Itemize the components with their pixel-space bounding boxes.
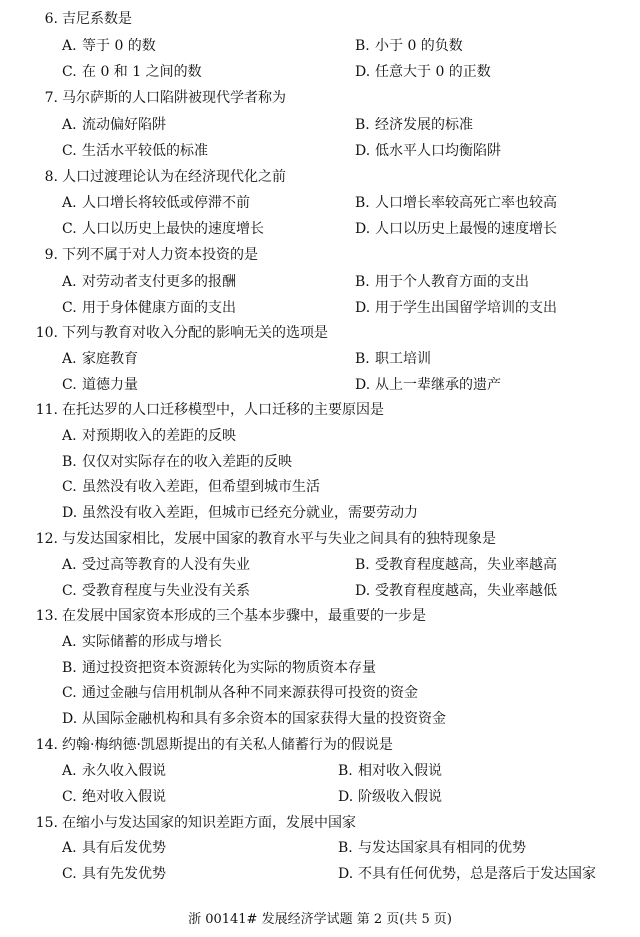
question-13-option-d [62, 712, 446, 726]
option-letter: B. [355, 351, 370, 367]
option-letter: C. [62, 377, 77, 393]
option-letter: B. [355, 38, 370, 54]
option-text: 低水平人口均衡陷阱 [375, 143, 501, 159]
question-number: 9. [44, 247, 58, 263]
option-text: 受教育程度与失业没有关系 [82, 583, 250, 599]
option-text: 相对收入假说 [358, 763, 442, 779]
option-letter: C. [62, 789, 77, 805]
question-14-option-b [338, 764, 442, 778]
option-text: 经济发展的标准 [375, 117, 473, 133]
option-letter: C. [62, 583, 77, 599]
question-14-option-a [62, 764, 166, 778]
option-text: 用于身体健康方面的支出 [82, 300, 236, 316]
question-9-option-d [355, 301, 557, 315]
question-number: 13. [35, 608, 58, 624]
question-10-option-b [355, 352, 431, 366]
option-letter: D. [355, 300, 371, 316]
question-8-option-c [62, 222, 264, 236]
option-letter: A. [62, 195, 77, 211]
question-7-option-d [355, 144, 501, 158]
question-text: 在托达罗的人口迁移模型中，人口迁移的主要原因是 [62, 402, 384, 418]
question-11-option-c [62, 480, 320, 494]
option-letter: D. [355, 221, 371, 237]
question-11-option-b [62, 455, 292, 469]
question-6-stem [30, 12, 132, 26]
question-6-option-a [62, 39, 156, 53]
option-letter: A. [62, 38, 77, 54]
question-9-option-c [62, 301, 236, 315]
question-12-option-d [355, 584, 557, 598]
question-8-stem [30, 170, 286, 184]
option-letter: A. [62, 351, 77, 367]
question-12-stem [30, 532, 496, 546]
question-number: 14. [35, 737, 58, 753]
question-text: 马尔萨斯的人口陷阱被现代学者称为 [62, 90, 286, 106]
option-text: 虽然没有收入差距，但城市已经充分就业，需要劳动力 [82, 505, 418, 521]
question-14-option-c [62, 790, 166, 804]
option-text: 人口以历史上最快的速度增长 [82, 221, 264, 237]
option-letter: D. [62, 505, 78, 521]
question-15-option-d [338, 867, 596, 881]
option-letter: B. [355, 117, 370, 133]
option-letter: B. [62, 454, 77, 470]
option-text: 人口增长率较高死亡率也较高 [375, 195, 557, 211]
question-6-option-c [62, 65, 202, 79]
option-letter: D. [355, 377, 371, 393]
question-text: 与发达国家相比，发展中国家的教育水平与失业之间具有的独特现象是 [62, 531, 496, 547]
option-text: 对劳动者支付更多的报酬 [82, 274, 236, 290]
option-letter: C. [62, 221, 77, 237]
option-letter: A. [62, 634, 77, 650]
option-letter: C. [62, 64, 77, 80]
question-15-option-b [338, 841, 526, 855]
question-text: 人口过渡理论认为在经济现代化之前 [62, 169, 286, 185]
question-13-option-a [62, 635, 222, 649]
question-text: 在发展中国家资本形成的三个基本步骤中，最重要的一步是 [62, 608, 426, 624]
option-letter: D. [338, 789, 354, 805]
question-10-option-c [62, 378, 138, 392]
option-letter: B. [355, 274, 370, 290]
option-text: 具有先发优势 [82, 866, 166, 882]
question-7-option-a [62, 118, 166, 132]
question-number: 11. [35, 402, 58, 418]
option-text: 受教育程度越高，失业率越高 [375, 557, 557, 573]
question-6-option-d [355, 65, 491, 79]
option-letter: C. [62, 479, 77, 495]
question-number: 15. [35, 815, 58, 831]
question-text: 下列不属于对人力资本投资的是 [62, 247, 258, 263]
question-14-option-d [338, 790, 442, 804]
option-text: 小于 0 的负数 [375, 38, 463, 54]
option-text: 受教育程度越高，失业率越低 [375, 583, 557, 599]
option-text: 家庭教育 [82, 351, 138, 367]
option-letter: B. [355, 195, 370, 211]
question-12-option-a [62, 558, 250, 572]
option-text: 具有后发优势 [82, 840, 166, 856]
option-letter: D. [355, 583, 371, 599]
option-text: 人口增长将较低或停滞不前 [82, 195, 250, 211]
page-footer: 浙 00141# 发展经济学试题 第 2 页(共 5 页) [188, 912, 452, 927]
question-13-option-c [62, 686, 418, 700]
option-text: 职工培训 [375, 351, 431, 367]
option-letter: D. [355, 143, 371, 159]
question-9-option-a [62, 275, 236, 289]
question-7-option-c [62, 144, 208, 158]
option-text: 生活水平较低的标准 [82, 143, 208, 159]
question-10-option-a [62, 352, 138, 366]
option-letter: B. [355, 557, 370, 573]
question-number: 8. [44, 169, 58, 185]
option-letter: D. [338, 866, 354, 882]
option-text: 通过投资把资本资源转化为实际的物质资本存量 [82, 660, 376, 676]
option-text: 从国际金融机构和具有多余资本的国家获得大量的投资资金 [82, 711, 446, 727]
question-7-stem [30, 91, 286, 105]
option-letter: C. [62, 685, 77, 701]
option-letter: A. [62, 840, 77, 856]
question-14-stem [30, 738, 393, 752]
question-15-option-c [62, 867, 166, 881]
question-10-stem [30, 326, 328, 340]
option-letter: B. [62, 660, 77, 676]
question-11-option-a [62, 429, 236, 443]
question-text: 约翰·梅纳德·凯恩斯提出的有关私人储蓄行为的假说是 [62, 737, 393, 753]
option-letter: B. [338, 763, 353, 779]
option-letter: A. [62, 428, 77, 444]
question-8-option-d [355, 222, 557, 236]
option-letter: A. [62, 274, 77, 290]
option-letter: C. [62, 866, 77, 882]
question-9-stem [30, 248, 258, 262]
option-text: 受过高等教育的人没有失业 [82, 557, 250, 573]
option-letter: C. [62, 300, 77, 316]
question-number: 12. [35, 531, 58, 547]
option-letter: C. [62, 143, 77, 159]
question-12-option-c [62, 584, 250, 598]
option-text: 用于学生出国留学培训的支出 [375, 300, 557, 316]
question-text: 下列与教育对收入分配的影响无关的选项是 [62, 325, 328, 341]
option-text: 对预期收入的差距的反映 [82, 428, 236, 444]
option-text: 在 0 和 1 之间的数 [82, 64, 202, 80]
question-6-option-b [355, 39, 463, 53]
question-11-stem [30, 403, 384, 417]
option-text: 与发达国家具有相同的优势 [358, 840, 526, 856]
option-text: 通过金融与信用机制从各种不同来源获得可投资的资金 [82, 685, 418, 701]
option-text: 仅仅对实际存在的收入差距的反映 [82, 454, 292, 470]
question-13-stem [30, 609, 426, 623]
question-8-option-a [62, 196, 250, 210]
question-number: 10. [35, 325, 58, 341]
option-text: 绝对收入假说 [82, 789, 166, 805]
question-13-option-b [62, 661, 376, 675]
option-letter: D. [62, 711, 78, 727]
question-number: 6. [44, 11, 58, 27]
option-text: 流动偏好陷阱 [82, 117, 166, 133]
option-text: 从上一辈继承的遗产 [375, 377, 501, 393]
option-letter: A. [62, 117, 77, 133]
option-text: 人口以历史上最慢的速度增长 [375, 221, 557, 237]
question-15-stem [30, 816, 356, 830]
question-number: 7. [44, 90, 58, 106]
option-letter: A. [62, 763, 77, 779]
question-15-option-a [62, 841, 166, 855]
question-text: 在缩小与发达国家的知识差距方面，发展中国家 [62, 815, 356, 831]
question-7-option-b [355, 118, 473, 132]
option-letter: D. [355, 64, 371, 80]
question-8-option-b [355, 196, 557, 210]
option-text: 用于个人教育方面的支出 [375, 274, 529, 290]
option-text: 永久收入假说 [82, 763, 166, 779]
option-text: 道德力量 [82, 377, 138, 393]
option-text: 不具有任何优势，总是落后于发达国家 [358, 866, 596, 882]
option-text: 虽然没有收入差距，但希望到城市生活 [82, 479, 320, 495]
option-text: 等于 0 的数 [82, 38, 156, 54]
question-12-option-b [355, 558, 557, 572]
option-letter: A. [62, 557, 77, 573]
option-text: 任意大于 0 的正数 [375, 64, 491, 80]
option-text: 实际储蓄的形成与增长 [82, 634, 222, 650]
question-11-option-d [62, 506, 418, 520]
question-text: 吉尼系数是 [62, 11, 132, 27]
option-text: 阶级收入假说 [358, 789, 442, 805]
option-letter: B. [338, 840, 353, 856]
question-9-option-b [355, 275, 529, 289]
question-10-option-d [355, 378, 501, 392]
